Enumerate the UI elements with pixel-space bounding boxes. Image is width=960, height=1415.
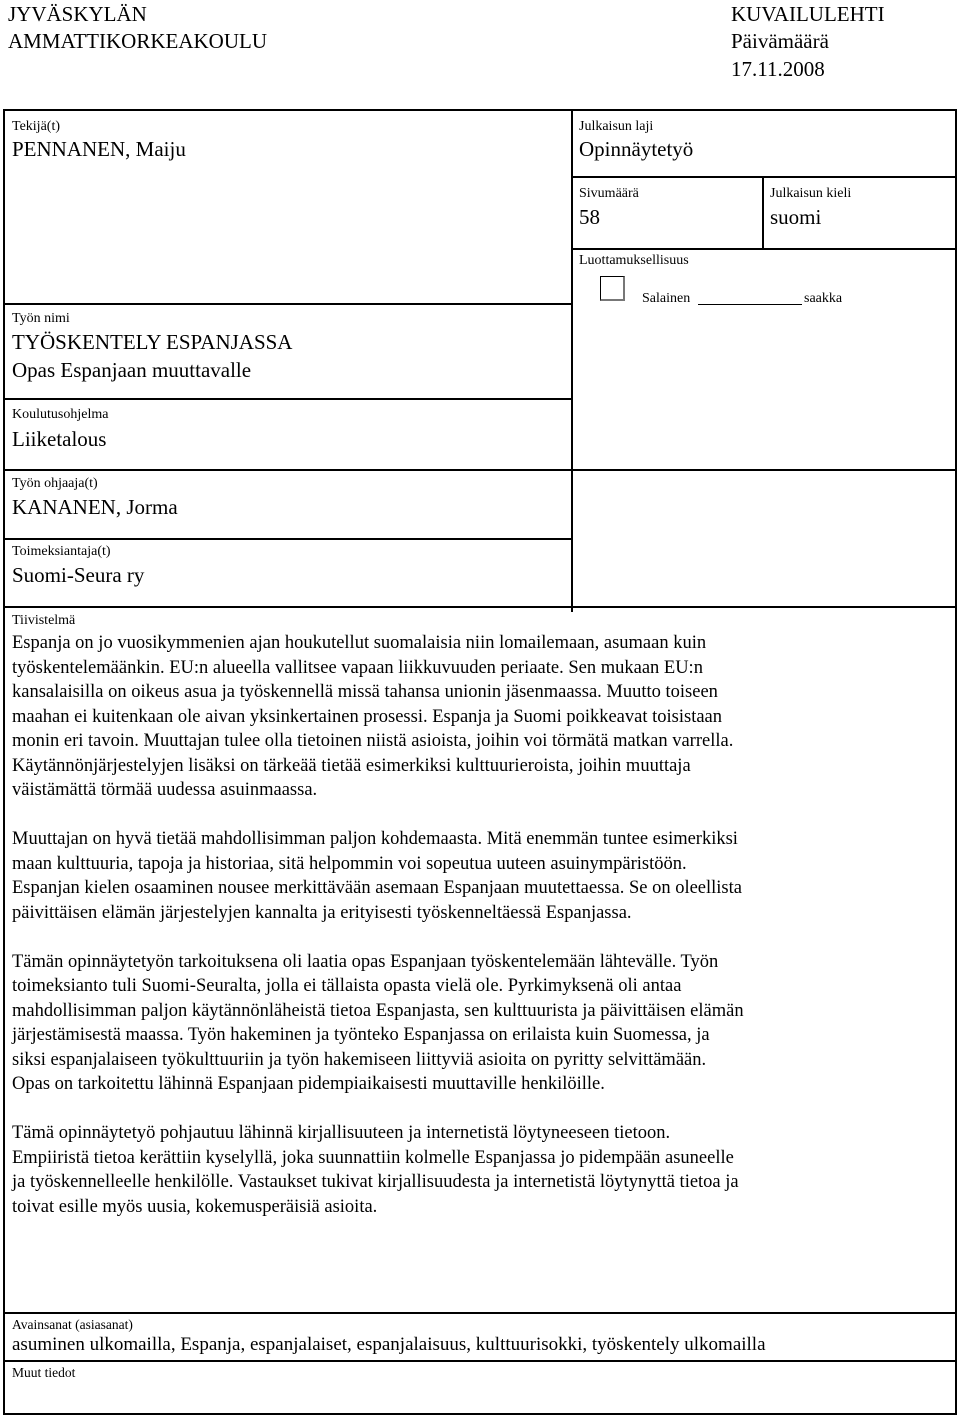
secret-label: Salainen [642, 291, 691, 306]
abstract-line: Tämä opinnäytetyö pohjautuu lähinnä kirjallisuuteen ja internetistä löytyneeseen tietoon. [12, 1123, 671, 1143]
keywords-label: Avainsanat (asiasanat) [12, 1317, 133, 1332]
abstract-line: siksi espanjalaiseen työkulttuuriin ja työn hakemiseen liittyviä asioita on pyritty selvittämään. [12, 1049, 707, 1070]
pages-value: 58 [579, 205, 600, 229]
divider-title [3, 398, 573, 400]
abstract-line: päivittäisen elämän järjestelyjen kannalta ja erityisesti työskenneltäessä Espanjassa. [12, 902, 632, 923]
abstract-line: järjestämisestä maassa. Työn hakeminen ja työnteko Espanjassa on erilaista kuin Suomessa, ja [12, 1025, 710, 1045]
document-type: KUVAILULEHTI [731, 2, 885, 26]
abstract-line: Espanjan kielen osaaminen nousee merkittävään asemaan Espanjaan muutettaessa. Se on oleellista [12, 878, 742, 898]
pages-label: Sivumäärä [579, 186, 639, 201]
abstract-line: mahdollisimman paljon käytännönläheistä tietoa Espanjasta, sen kulttuurista ja päivittäisen elämän [12, 1000, 744, 1021]
divider-pubtype [571, 176, 957, 178]
divider-programme [3, 469, 957, 471]
divider-language [571, 248, 957, 250]
paragraph-gap [12, 803, 744, 828]
abstract-line: Muuttajan on hyvä tietää mahdollisimman paljon kohdemaasta. Mitä enemmän tuntee esimerkiksi [12, 829, 738, 849]
pubtype-label: Julkaisun laji [579, 119, 654, 134]
abstract-line: Opas on tarkoitettu lähinnä Espanjaan pidempiaikaisesti muuttaville henkilöille. [12, 1074, 605, 1094]
commissioner-value: Suomi-Seura ry [12, 563, 145, 587]
author-label: Tekijä(t) [12, 119, 60, 134]
institution-name-line1: JYVÄSKYLÄN [8, 2, 147, 26]
title-line2: Opas Espanjaan muuttavalle [12, 358, 252, 382]
column-divider [571, 109, 573, 612]
secret-checkbox[interactable] [600, 276, 625, 301]
divider-pages-language [762, 176, 764, 248]
confidentiality-label: Luottamuksellisuus [579, 253, 689, 268]
other-info-label: Muut tiedot [12, 1365, 76, 1380]
abstract-line: toivat esille myös uusia, kokemusperäisiä asioita. [12, 1196, 378, 1217]
abstract-line: Espanja on jo vuosikymmenien ajan houkutellut suomalaisia niin lomailemaan, asumaan kuin [12, 633, 707, 653]
date-value: 17.11.2008 [731, 57, 825, 81]
abstract-line: maahan ei kuitenkaan ole aivan yksinkertainen prosessi. Espanja ja Suomi poikkeavat toisistaan [12, 706, 723, 727]
until-label: saakka [804, 291, 843, 306]
abstract-line: työskentelemäänkin. EU:n alueella vallitsee vapaan liikkuvuuden periaate. Sen mukaan EU:n [12, 657, 703, 678]
divider-abstract [3, 1312, 957, 1314]
language-label: Julkaisun kieli [770, 186, 852, 201]
abstract-line: Käytännönjärjestelyjen lisäksi on tärkeää tietää esimerkiksi kulttuurieroista, joihin muuttaja [12, 755, 691, 776]
divider-keywords [3, 1360, 957, 1362]
abstract-line: monin eri tavoin. Muuttajan tulee olla tietoinen niistä asioista, joihin voi törmätä matkan varrella. [12, 731, 734, 751]
abstract-text [12, 631, 744, 1219]
abstract-label: Tiivistelmä [12, 613, 76, 628]
programme-value: Liiketalous [12, 427, 107, 451]
title-label: Työn nimi [12, 311, 70, 326]
abstract-line: kansalaisilla on oikeus asua ja työskennellä missä tahansa unionin jäsenmaassa. Muutto toiseen [12, 682, 718, 702]
divider-commissioner [3, 606, 957, 608]
abstract-line: maan kulttuuria, tapoja ja historiaa, sitä helpommin voi sopeutua uuteen asuinympäristöön. [12, 853, 687, 874]
divider-author [3, 303, 573, 305]
paragraph-gap [12, 925, 744, 950]
abstract-line: väistämättä törmää uudessa asuinmaassa. [12, 780, 318, 800]
supervisor-label: Työn ohjaaja(t) [12, 476, 98, 491]
secret-until-blank[interactable] [698, 304, 802, 305]
pubtype-value: Opinnäytetyö [579, 137, 694, 161]
commissioner-label: Toimeksiantaja(t) [12, 544, 111, 559]
title-line1: TYÖSKENTELY ESPANJASSA [12, 330, 293, 354]
institution-name-line2: AMMATTIKORKEAKOULU [8, 29, 267, 53]
author-value: PENNANEN, Maiju [12, 137, 186, 161]
date-label: Päivämäärä [731, 29, 829, 53]
divider-supervisor [3, 538, 573, 540]
language-value: suomi [770, 205, 822, 229]
abstract-line: Empiiristä tietoa kerättiin kyselyllä, joka suunnattiin kolmelle Espanjassa jo pidempään asuneelle [12, 1147, 734, 1168]
abstract-line: ja työskennelleelle henkilölle. Vastaukset tukivat kirjallisuudesta ja internetistä löytynyttä tietoa ja [12, 1172, 739, 1192]
programme-label: Koulutusohjelma [12, 407, 109, 422]
abstract-line: toimeksianto tuli Suomi-Seuralta, jolla ei tällaista opasta vielä ole. Pyrkimyksenä oli antaa [12, 976, 682, 996]
paragraph-gap [12, 1097, 744, 1122]
keywords-value: asuminen ulkomailla, Espanja, espanjalaiset, espanjalaisuus, kulttuurisokki, työskentely ulkomailla [12, 1334, 766, 1355]
supervisor-value: KANANEN, Jorma [12, 495, 178, 519]
abstract-line: Tämän opinnäytetyön tarkoituksena oli laatia opas Espanjaan työskentelemään lähtevälle. Työn [12, 951, 719, 972]
